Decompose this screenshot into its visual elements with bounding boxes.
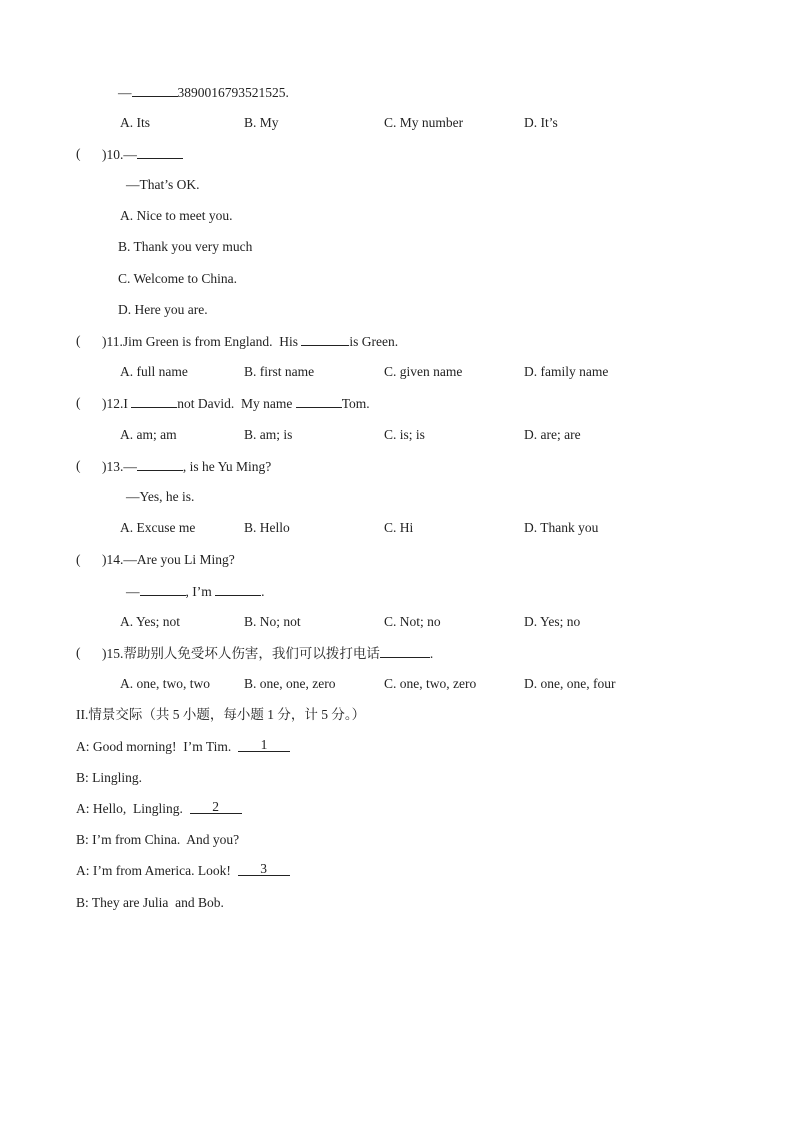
q14-reply: — , I’m . xyxy=(126,584,265,599)
q12-option-d[interactable]: D. are; are xyxy=(524,427,581,442)
q12-option-c[interactable]: C. is; is xyxy=(384,427,425,442)
answer-blank[interactable] xyxy=(296,395,342,408)
q13-option-c[interactable]: C. Hi xyxy=(384,520,414,535)
q10-option-d[interactable]: D. Here you are. xyxy=(118,302,208,317)
q14-prompt: )14.—Are you Li Ming? xyxy=(102,552,235,567)
q12-option-a[interactable]: A. am; am xyxy=(120,427,177,442)
answer-paren[interactable]: ( xyxy=(76,333,81,348)
q15-option-a[interactable]: A. one, two, two xyxy=(120,676,210,691)
answer-paren[interactable]: ( xyxy=(76,395,81,410)
q12-prompt: )12.I not David. My name Tom. xyxy=(102,396,370,411)
q13-option-a[interactable]: A. Excuse me xyxy=(120,520,196,535)
q9-option-d[interactable]: D. It’s xyxy=(524,115,558,130)
answer-blank[interactable] xyxy=(137,146,183,159)
q11-option-d[interactable]: D. family name xyxy=(524,364,609,379)
q14-option-b[interactable]: B. No; not xyxy=(244,614,301,629)
q13-option-d[interactable]: D. Thank you xyxy=(524,520,599,535)
answer-paren[interactable]: ( xyxy=(76,645,81,660)
q14-option-d[interactable]: D. Yes; no xyxy=(524,614,581,629)
answer-paren[interactable]: ( xyxy=(76,458,81,473)
q9-option-c[interactable]: C. My number xyxy=(384,115,464,130)
answer-blank[interactable] xyxy=(131,395,177,408)
answer-blank[interactable] xyxy=(380,645,430,658)
answer-blank[interactable]: 3 xyxy=(238,863,290,876)
answer-blank[interactable] xyxy=(132,84,178,97)
q11-option-b[interactable]: B. first name xyxy=(244,364,315,379)
answer-paren[interactable]: ( xyxy=(76,146,81,161)
q13-reply: —Yes, he is. xyxy=(126,489,195,504)
q11-option-a[interactable]: A. full name xyxy=(120,364,188,379)
q10-option-c[interactable]: C. Welcome to China. xyxy=(118,271,238,286)
q10-option-a[interactable]: A. Nice to meet you. xyxy=(120,208,233,223)
q10-reply: —That’s OK. xyxy=(126,177,200,192)
dialogue-line: A: Good morning! I’m Tim. 1 xyxy=(76,739,290,755)
q13-prompt: )13.— , is he Yu Ming? xyxy=(102,459,272,474)
answer-blank[interactable] xyxy=(215,583,261,596)
answer-blank[interactable] xyxy=(301,333,349,346)
answer-blank[interactable] xyxy=(140,583,186,596)
dialogue-line: A: I’m from America. Look! 3 xyxy=(76,863,290,879)
q9-prompt: — 3890016793521525. xyxy=(118,85,289,100)
dialogue-line: A: Hello, Lingling. 2 xyxy=(76,801,242,817)
q11-option-c[interactable]: C. given name xyxy=(384,364,463,379)
q9-option-a[interactable]: A. Its xyxy=(120,115,150,130)
q15-option-c[interactable]: C. one, two, zero xyxy=(384,676,477,691)
dialogue-line: B: I’m from China. And you? xyxy=(76,832,240,847)
dialogue-line: B: They are Julia and Bob. xyxy=(76,895,224,910)
q9-option-b[interactable]: B. My xyxy=(244,115,279,130)
q14-option-a[interactable]: A. Yes; not xyxy=(120,614,181,629)
answer-blank[interactable]: 2 xyxy=(190,801,242,814)
q15-prompt: )15.帮助别人免受坏人伤害，我们可以拨打电话 . xyxy=(102,646,434,661)
q10-prompt: )10.— xyxy=(102,146,183,163)
q14-option-c[interactable]: C. Not; no xyxy=(384,614,441,629)
section-heading: II.情景交际（共 5 小题，每小题 1 分，计 5 分。） xyxy=(76,707,366,722)
q15-option-b[interactable]: B. one, one, zero xyxy=(244,676,336,691)
q13-option-b[interactable]: B. Hello xyxy=(244,520,290,535)
q10-option-b[interactable]: B. Thank you very much xyxy=(118,239,253,254)
answer-blank[interactable]: 1 xyxy=(238,739,290,752)
q12-option-b[interactable]: B. am; is xyxy=(244,427,293,442)
dialogue-line: B: Lingling. xyxy=(76,770,143,785)
answer-blank[interactable] xyxy=(137,458,183,471)
q15-option-d[interactable]: D. one, one, four xyxy=(524,676,616,691)
q11-prompt: )11.Jim Green is from England. His is Green. xyxy=(102,334,399,349)
answer-paren[interactable]: ( xyxy=(76,552,81,567)
